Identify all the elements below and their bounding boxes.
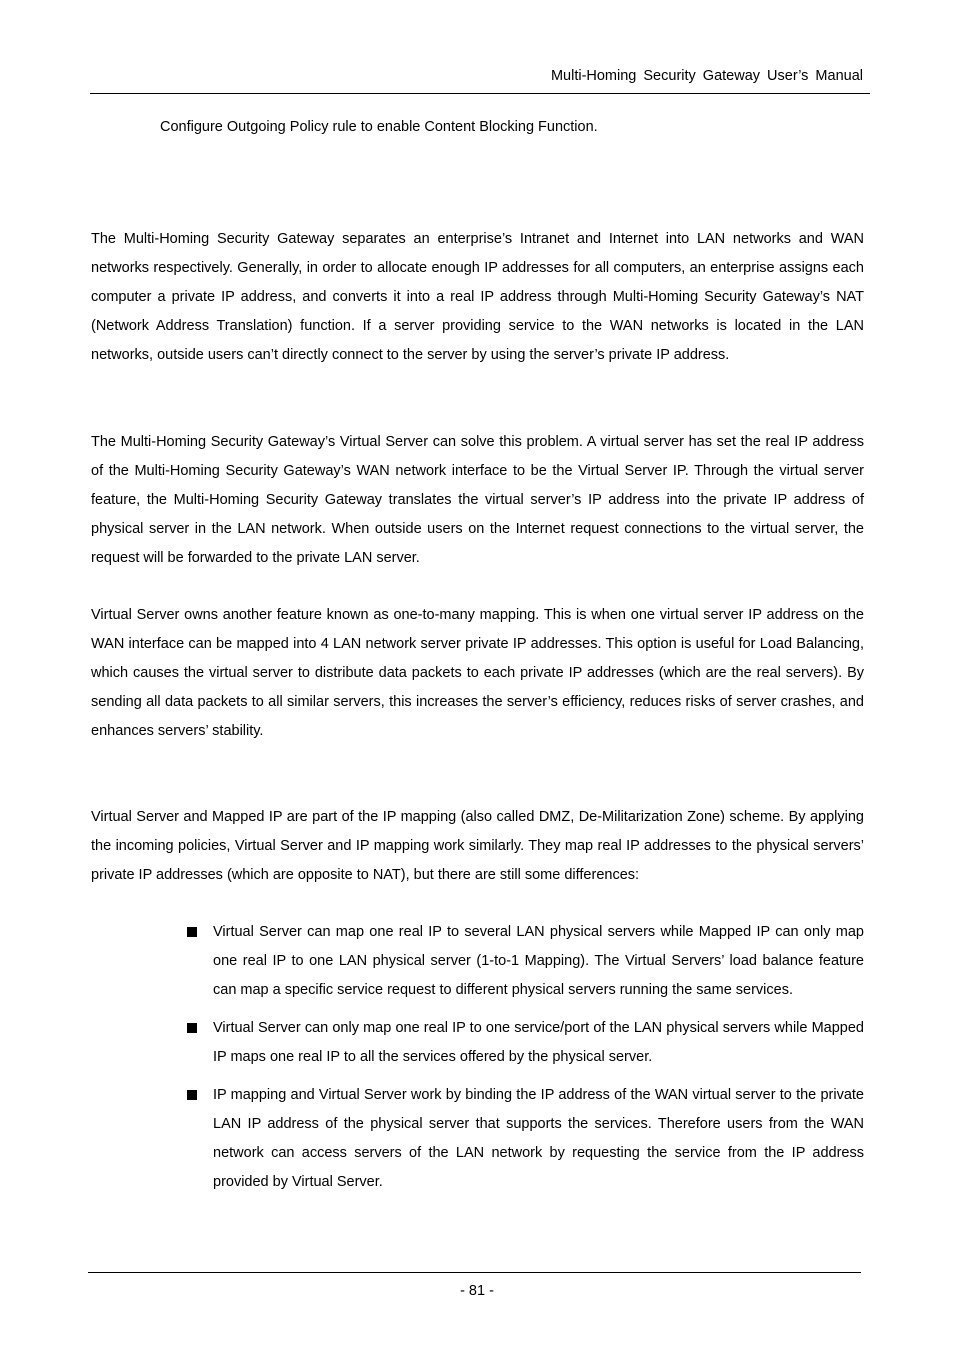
- square-bullet-icon: [187, 1023, 197, 1033]
- list-item-text: Virtual Server can map one real IP to several LAN physical servers while Mapped IP can only map one real IP to one LAN physical server (1-to-1 Mapping). The Virtual Servers’ load balance feature can map a specific service request to different physical servers running the same services.: [213, 924, 864, 998]
- differences-list: [186, 918, 864, 1206]
- footer-divider: [88, 1272, 861, 1273]
- list-item: [186, 1014, 864, 1072]
- list-item-text: IP mapping and Virtual Server work by binding the IP address of the WAN virtual server to the private LAN IP address of the physical server that supports the services. Therefore users from the WAN network can access servers of the LAN network by requesting the service from the IP address provided by Virtual Server.: [213, 1087, 864, 1190]
- running-header: Multi-Homing Security Gateway User’s Manual: [550, 68, 863, 84]
- list-item: [186, 1081, 864, 1197]
- paragraph-ip-mapping: Virtual Server and Mapped IP are part of the IP mapping (also called DMZ, De-Militarization Zone) scheme. By applying the incoming policies, Virtual Server and IP mapping work similarly. They map real IP addresses to the physical servers’ private IP addresses (which are opposite to NAT), but there are still some differences:: [91, 809, 864, 883]
- list-item-text: Virtual Server can only map one real IP to one service/port of the LAN physical servers while Mapped IP maps one real IP to all the services offered by the physical server.: [213, 1020, 864, 1065]
- intro-text: Configure Outgoing Policy rule to enable Content Blocking Function.: [160, 119, 598, 135]
- paragraph-nat-overview: The Multi-Homing Security Gateway separates an enterprise’s Intranet and Internet into LAN networks and WAN networks respectively. Generally, in order to allocate enough IP addresses for all computers, an enterprise assigns each computer a private IP address, and converts it into a real IP address through Multi-Homing Security Gateway’s NAT (Network Address Translation) function. If a server providing service to the WAN networks is located in the LAN networks, outside users can’t directly connect to the server by using the server’s private IP address.: [91, 231, 864, 363]
- header-divider: [90, 93, 870, 94]
- square-bullet-icon: [187, 927, 197, 937]
- list-item: [186, 918, 864, 1005]
- square-bullet-icon: [187, 1090, 197, 1100]
- page-number: - 81 -: [460, 1283, 494, 1299]
- paragraph-virtual-server: The Multi-Homing Security Gateway’s Virtual Server can solve this problem. A virtual server has set the real IP address of the Multi-Homing Security Gateway’s WAN network interface to be the Virtual Server IP. Through the virtual server feature, the Multi-Homing Security Gateway translates the virtual server’s IP address into the private IP address of physical server in the LAN network. When outside users on the Internet request connections to the virtual server, the request will be forwarded to the private LAN server.: [91, 434, 864, 566]
- paragraph-one-to-many: Virtual Server owns another feature known as one-to-many mapping. This is when one virtual server IP address on the WAN interface can be mapped into 4 LAN network server private IP addresses. This option is useful for Load Balancing, which causes the virtual server to distribute data packets to each private IP addresses (which are the real servers). By sending all data packets to all similar servers, this increases the server’s efficiency, reduces risks of server crashes, and enhances servers’ stability.: [91, 607, 864, 739]
